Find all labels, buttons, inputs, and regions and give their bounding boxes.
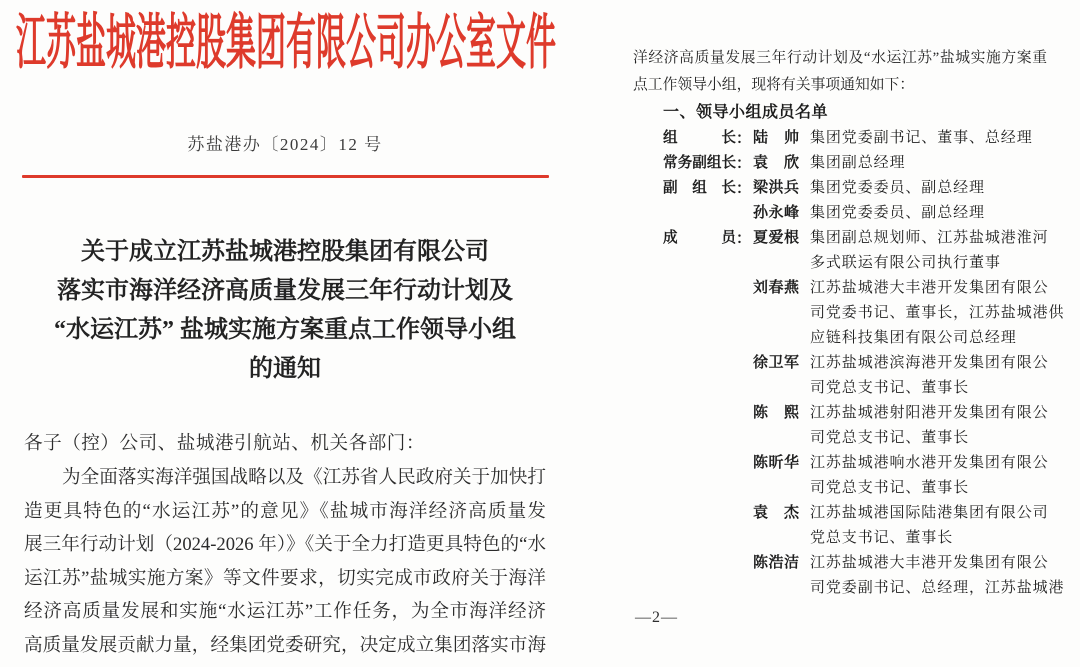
member-description-line: 集团副总经理	[810, 155, 906, 171]
member-name: 陈 浩 洁	[753, 555, 799, 571]
member-description	[810, 226, 1073, 276]
member-name: 袁 杰	[753, 505, 799, 521]
member-description-line: 司党委书记、董事长，江苏盐城港供	[810, 305, 1065, 321]
member-row	[663, 201, 1073, 226]
body-paragraph	[24, 461, 546, 662]
red-divider-line	[22, 175, 549, 178]
member-name: 徐 卫 军	[753, 355, 799, 371]
member-description	[810, 126, 1073, 151]
member-role-colon: ：	[736, 180, 752, 197]
paragraph-line: 运江苏”盐城实施方案》等文件要求，切实完成市政府关于海洋	[24, 567, 546, 589]
member-description-line: 党总支书记、董事长	[810, 530, 954, 546]
document-number: 苏盐港办〔2024〕12 号	[187, 135, 383, 154]
member-row	[663, 276, 1073, 351]
member-name: 孙 永 峰	[753, 205, 799, 221]
member-description-line: 集团副总规划师、江苏盐城港淮河	[810, 230, 1049, 246]
member-name: 袁 欣	[753, 155, 799, 171]
member-description	[810, 451, 1073, 501]
member-description-line: 江苏盐城港国际陆港集团有限公司	[810, 505, 1049, 521]
member-role-colon: ：	[736, 130, 752, 147]
member-name: 陈 昕 华	[753, 455, 799, 471]
member-name: 梁 洪 兵	[753, 180, 799, 196]
member-role: 常 务 副 组 长	[663, 155, 737, 171]
member-row	[663, 451, 1073, 501]
paragraph-line: 为全面落实海洋强国战略以及《江苏省人民政府关于加快打	[62, 467, 546, 488]
member-row	[663, 176, 1073, 201]
member-row	[663, 501, 1073, 551]
member-row	[663, 151, 1073, 176]
member-role: 副 组 长	[663, 180, 736, 196]
salutation-line: 各子（控）公司、盐城港引航站、机关各部门：	[24, 433, 425, 454]
member-role: 成 员	[663, 230, 736, 246]
member-description-line: 江苏盐城港滨海港开发集团有限公	[810, 355, 1049, 371]
member-row	[663, 226, 1073, 276]
member-name: 夏 爱 根	[753, 230, 799, 246]
member-description-line: 江苏盐城港大丰港开发集团有限公	[810, 555, 1049, 571]
members-list	[663, 126, 1073, 601]
member-description-line: 集团党委委员、副总经理	[810, 180, 985, 196]
page-left	[16, 0, 556, 667]
member-role: 组 长	[663, 130, 736, 146]
continuation-line: 点工作领导小组，现将有关事项通知如下：	[633, 77, 915, 93]
page-number: —2—	[635, 609, 678, 626]
document-title-line: 的通知	[249, 356, 321, 382]
paragraph-line: 经济高质量发展和实施“水运江苏”工作任务，为全市海洋经济	[24, 601, 546, 622]
member-description-line: 集团党委副书记、董事、总经理	[810, 130, 1033, 146]
member-description-line: 司党委副书记、总经理，江苏盐城港	[810, 580, 1065, 596]
section-heading: 一、领导小组成员名单	[663, 104, 829, 121]
paragraph-line: 造更具特色的“水运江苏”的意见》《盐城市海洋经济高质量发	[24, 500, 546, 522]
paragraph-line: 展三年行动计划（2024-2026 年）》《关于全力打造更具特色的“水	[24, 534, 546, 555]
document-title-line: 落实市海洋经济高质量发展三年行动计划及	[57, 278, 513, 304]
member-description-line: 应链科技集团有限公司总经理	[810, 330, 1017, 346]
member-description-line: 司党总支书记、董事长	[810, 380, 970, 396]
member-description	[810, 176, 1073, 201]
member-description	[810, 151, 1073, 176]
member-name: 刘 春 燕	[753, 280, 799, 296]
member-description	[810, 501, 1073, 551]
member-description-line: 江苏盐城港响水港开发集团有限公	[810, 455, 1049, 471]
document-title-line: 关于成立江苏盐城港控股集团有限公司	[81, 239, 489, 265]
member-row	[663, 351, 1073, 401]
member-row	[663, 126, 1073, 151]
member-description	[810, 401, 1073, 451]
page-right	[633, 0, 1080, 667]
member-description	[810, 551, 1073, 601]
member-role-colon: ：	[736, 230, 752, 247]
member-description-line: 江苏盐城港射阳港开发集团有限公	[810, 405, 1049, 421]
member-description-line: 集团党委委员、副总经理	[810, 205, 985, 221]
continuation-line: 洋经济高质量发展三年行动计划及“水运江苏”盐城实施方案重	[633, 50, 1047, 66]
member-description	[810, 276, 1073, 351]
paragraph-line: 高质量发展贡献力量，经集团党委研究，决定成立集团落实市海	[24, 634, 546, 656]
member-description-line: 司党总支书记、董事长	[810, 480, 970, 496]
document-title-line: “水运江苏” 盐城实施方案重点工作领导小组	[54, 317, 516, 343]
member-name: 陆 帅	[753, 130, 799, 146]
member-name: 陈 熙	[753, 405, 799, 421]
member-description	[810, 351, 1073, 401]
member-description-line: 多式联运有限公司执行董事	[810, 255, 1001, 271]
document-title	[18, 233, 552, 389]
member-description-line: 江苏盐城港大丰港开发集团有限公	[810, 280, 1049, 296]
letterhead-title: 江苏盐城港控股集团有限公司办公室文件	[16, 10, 556, 76]
member-description	[810, 201, 1073, 226]
member-row	[663, 401, 1073, 451]
member-row	[663, 551, 1073, 601]
member-description-line: 司党总支书记、董事长	[810, 430, 970, 446]
continuation-paragraph	[633, 45, 1047, 99]
member-role-colon: ：	[736, 155, 752, 172]
